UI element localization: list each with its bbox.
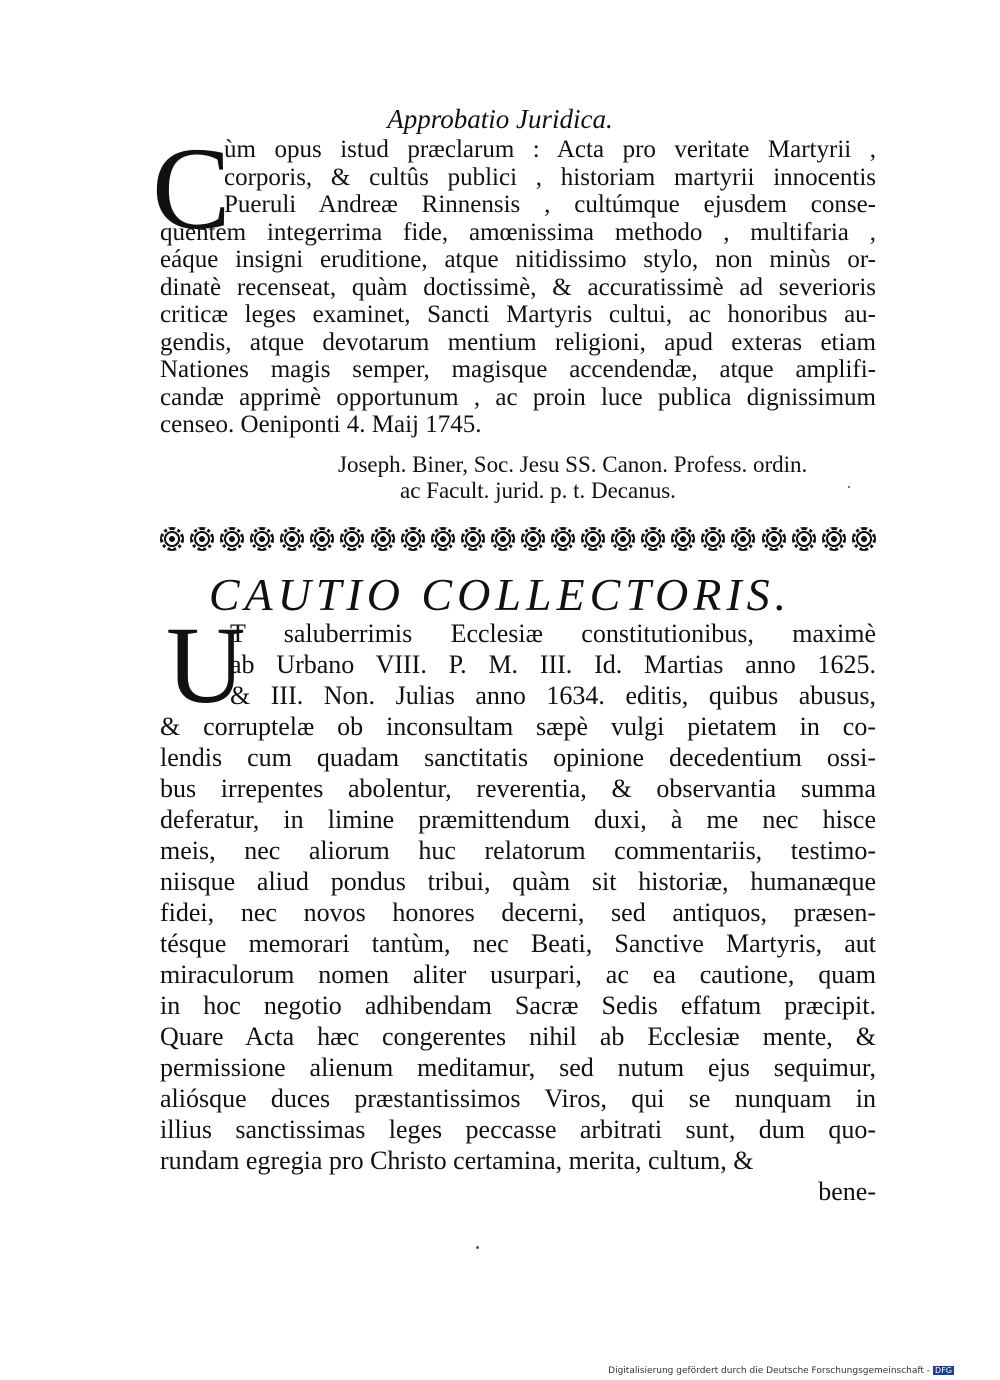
text-line: T saluberrimis Ecclesiæ constitutionibus, maximè bbox=[230, 619, 876, 648]
footer-text: Digitalisierung gefördert durch die Deutsche Forschungsgemeinschaft - bbox=[608, 1366, 931, 1376]
rosette-ornament bbox=[190, 527, 214, 551]
rosette-ornament bbox=[280, 527, 304, 551]
ornamental-border bbox=[160, 522, 876, 556]
rosette-ornament bbox=[731, 527, 755, 551]
text-line: illius sanctissimas leges peccasse arbitrati sunt, dum quo- bbox=[160, 1115, 876, 1144]
rosette-ornament bbox=[250, 527, 274, 551]
rosette-ornament bbox=[611, 527, 635, 551]
text-line: aliósque duces præstantissimos Viros, qui se nunquam in bbox=[160, 1084, 876, 1113]
approbatio-text bbox=[160, 136, 876, 439]
rosette-ornament bbox=[701, 527, 725, 551]
text-line: gendis, atque devotarum mentium religioni, apud exteras etiam bbox=[160, 328, 876, 356]
ink-dot bbox=[476, 1246, 479, 1249]
text-line: candæ apprimè opportunum , ac proin luce publica dignissimum bbox=[160, 383, 876, 411]
text-line: corporis, & cultûs publici , historiam martyrii innocentis bbox=[224, 163, 876, 191]
text-line: Pueruli Andreæ Rinnensis , cultúmque ejusdem conse- bbox=[224, 191, 876, 218]
text-line: criticæ leges examinet, Sancti Martyris cultui, ac honoribus au- bbox=[160, 301, 876, 328]
rosette-ornament bbox=[641, 527, 665, 551]
rosette-ornament bbox=[852, 527, 876, 551]
rosette-ornament bbox=[762, 527, 786, 551]
rosette-ornament bbox=[461, 527, 485, 551]
rosette-ornament bbox=[340, 527, 364, 551]
rosette-ornament bbox=[220, 527, 244, 551]
cautio-dropcap: U bbox=[166, 604, 246, 726]
text-line: permissione alienum meditamur, sed nutum ejus sequimur, bbox=[160, 1053, 876, 1082]
text-line: dinatè recenseat, quàm doctissimè, & accuratissimè ad severioris bbox=[160, 273, 876, 301]
text-line: Quare Acta hæc congerentes nihil ab Ecclesiæ mente, & bbox=[160, 1022, 876, 1051]
text-line: rundam egregia pro Christo certamina, merita, cultum, & bbox=[160, 1146, 754, 1175]
cautio-text bbox=[160, 618, 876, 1207]
text-line: meis, nec aliorum huc relatorum commentariis, testimo- bbox=[160, 836, 876, 865]
approbatio-heading: Approbatio Juridica. bbox=[387, 104, 613, 134]
rosette-ornament bbox=[431, 527, 455, 551]
text-line: Nationes magis semper, magisque accendendæ, atque amplifi- bbox=[160, 356, 876, 383]
rosette-ornament bbox=[822, 527, 846, 551]
text-line: ùm opus istud præclarum : Acta pro veritate Martyrii , bbox=[224, 136, 876, 163]
rosette-ornament bbox=[491, 527, 515, 551]
rosette-ornament bbox=[160, 527, 184, 551]
rosette-ornament bbox=[310, 527, 334, 551]
text-line: lendis cum quadam sanctitatis opinione decedentium ossi- bbox=[160, 743, 876, 772]
ink-speck bbox=[848, 486, 850, 488]
rosette-ornament bbox=[371, 527, 395, 551]
text-line: quentem integerrima fide, amœnissima methodo , multifaria , bbox=[160, 218, 876, 246]
rosette-ornament bbox=[792, 527, 816, 551]
rosette-ornament bbox=[401, 527, 425, 551]
rosette-ornament bbox=[671, 527, 695, 551]
signature-line-2: ac Facult. jurid. p. t. Decanus. bbox=[400, 478, 676, 503]
text-line: tésque memorari tantùm, nec Beati, Sanctive Martyris, aut bbox=[160, 929, 876, 958]
text-line: ab Urbano VIII. P. M. III. Id. Martias anno 1625. bbox=[230, 650, 876, 679]
signature-line-1: Joseph. Biner, Soc. Jesu SS. Canon. Profess. ordin. bbox=[338, 452, 808, 477]
approbatio-dropcap: C bbox=[152, 123, 231, 254]
text-line: eáque insigni eruditione, atque nitidissimo stylo, non minùs or- bbox=[160, 246, 876, 273]
dfg-logo: DFG bbox=[935, 1366, 952, 1375]
text-line: niisque aliud pondus tribui, quàm sit historiæ, humanæque bbox=[160, 867, 876, 896]
text-line: in hoc negotio adhibendam Sacræ Sedis effatum præcipit. bbox=[160, 991, 876, 1020]
text-line: deferatur, in limine præmittendum duxi, à me nec hisce bbox=[160, 805, 876, 834]
catchword: bene- bbox=[818, 1177, 876, 1206]
text-line: & III. Non. Julias anno 1634. editis, quibus abusus, bbox=[230, 681, 876, 710]
rosette-ornament bbox=[551, 527, 575, 551]
rosette-ornament bbox=[581, 527, 605, 551]
text-line: fidei, nec novos honores decerni, sed antiquos, præsen- bbox=[160, 898, 876, 927]
rosette-ornament bbox=[521, 527, 545, 551]
footer-credit bbox=[608, 1366, 954, 1376]
text-line: censeo. Oeniponti 4. Maij 1745. bbox=[160, 411, 482, 438]
text-line: & corruptelæ ob inconsultam sæpè vulgi pietatem in co- bbox=[160, 712, 876, 741]
cautio-heading: CAUTIO COLLECTORIS. bbox=[208, 569, 792, 620]
text-line: miraculorum nomen aliter usurpari, ac ea cautione, quam bbox=[160, 960, 876, 989]
text-line: bus irrepentes abolentur, reverentia, & observantia summa bbox=[160, 774, 876, 803]
